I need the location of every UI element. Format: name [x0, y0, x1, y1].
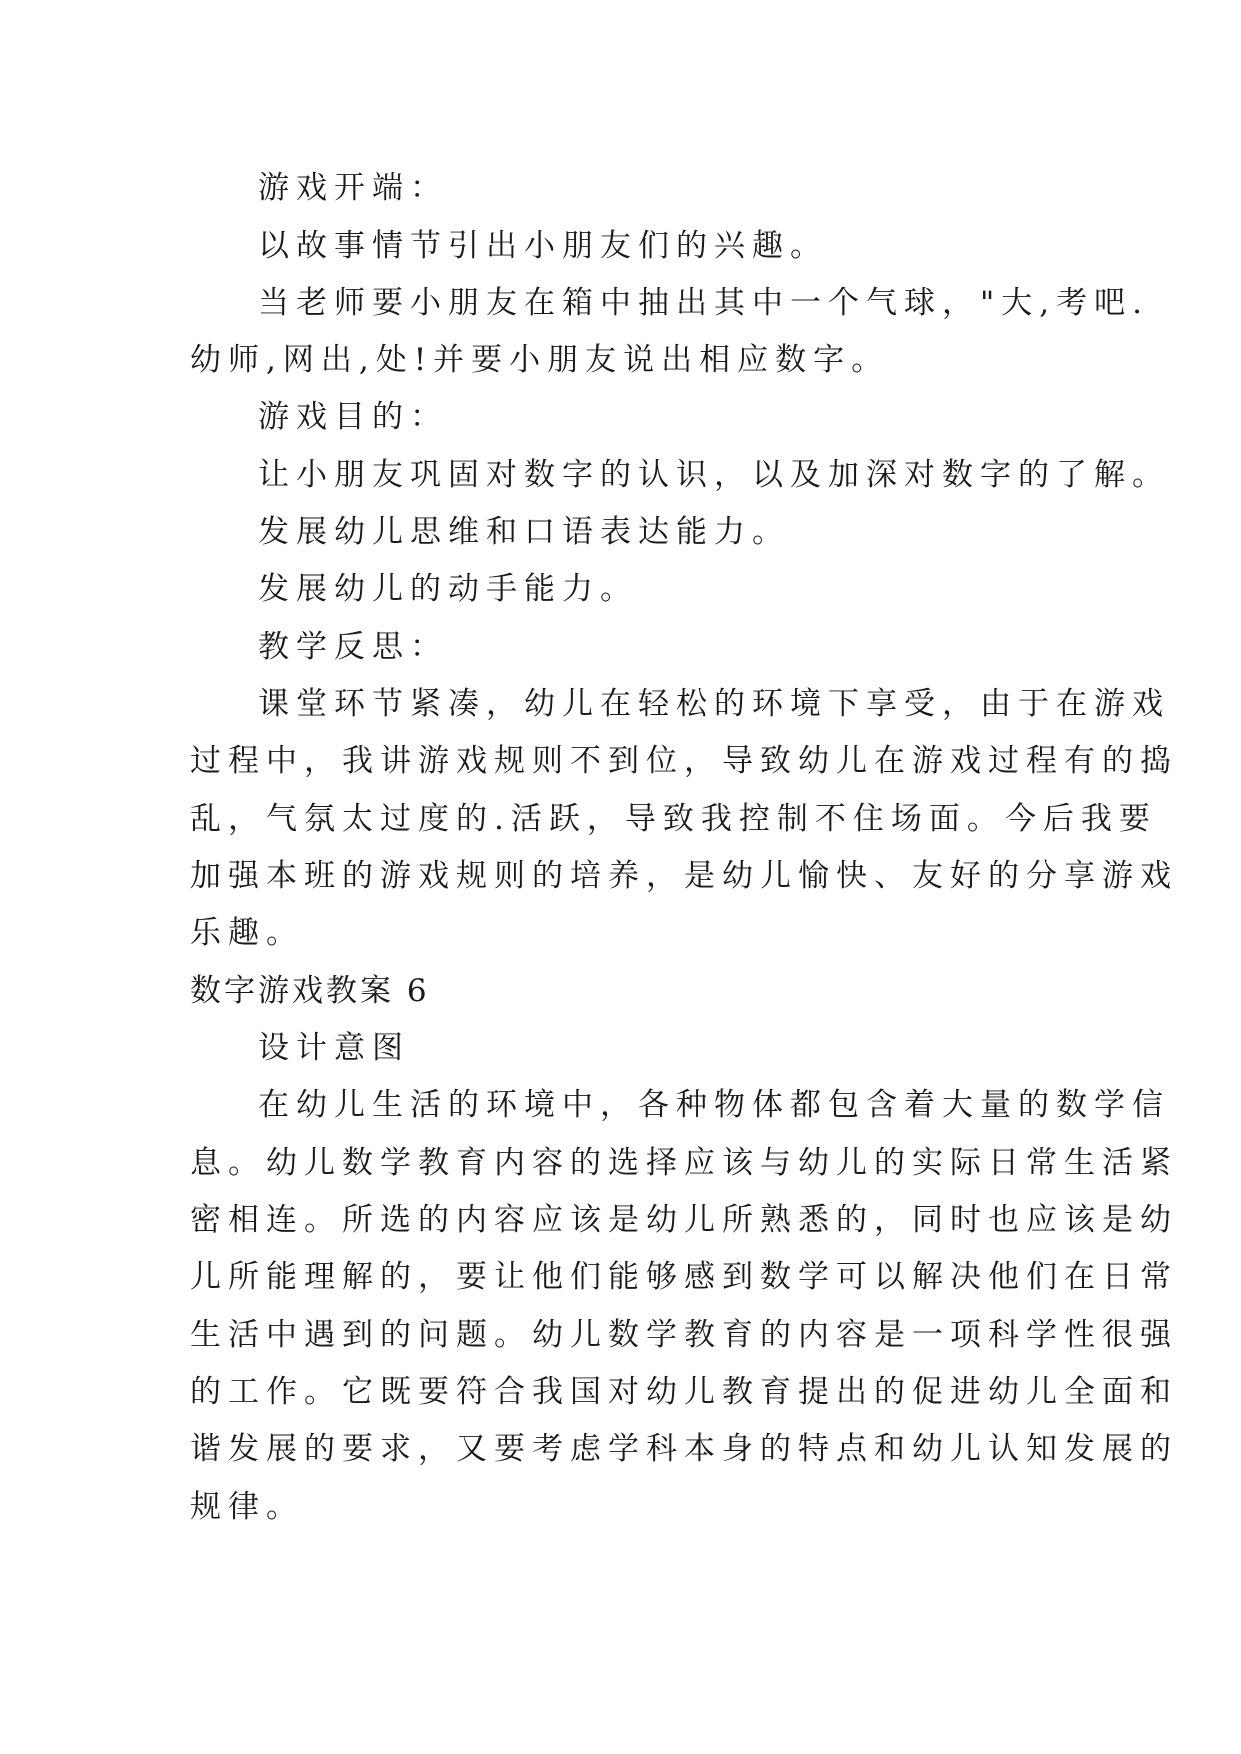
paragraph-line: 以故事情节引出小朋友们的兴趣。: [258, 228, 828, 264]
paragraph-line: 游戏目的：: [258, 399, 448, 435]
paragraph-line: 乐趣。: [190, 915, 304, 951]
paragraph-line: 发展幼儿的动手能力。: [258, 571, 638, 607]
paragraph-line: 教学反思：: [258, 629, 448, 665]
paragraph-line: 设计意图: [258, 1030, 410, 1066]
paragraph-line: 密相连。所选的内容应该是幼儿所熟悉的，同时也应该是幼: [190, 1202, 1178, 1238]
paragraph-line: 乱，气氛太过度的.活跃，导致我控制不住场面。今后我要: [190, 801, 1157, 837]
paragraph-line: 在幼儿生活的环境中，各种物体都包含着大量的数学信: [258, 1087, 1170, 1123]
paragraph-line: 儿所能理解的，要让他们能够感到数学可以解决他们在日常: [190, 1259, 1178, 1295]
paragraph-line: 谐发展的要求，又要考虑学科本身的特点和幼儿认知发展的: [190, 1431, 1178, 1467]
paragraph-line: 游戏开端：: [258, 170, 448, 206]
paragraph-line: 加强本班的游戏规则的培养，是幼儿愉快、友好的分享游戏: [190, 858, 1178, 894]
paragraph-line: 当老师要小朋友在箱中抽出其中一个气球，"大,考吧.: [258, 285, 1149, 321]
paragraph-line: 的工作。它既要符合我国对幼儿教育提出的促进幼儿全面和: [190, 1374, 1178, 1410]
paragraph-line: 让小朋友巩固对数字的认识，以及加深对数字的了解。: [258, 457, 1170, 493]
paragraph-line: 课堂环节紧凑，幼儿在轻松的环境下享受，由于在游戏: [258, 686, 1170, 722]
paragraph-line: 规律。: [190, 1489, 304, 1525]
paragraph-line: 息。幼儿数学教育内容的选择应该与幼儿的实际日常生活紧: [190, 1145, 1178, 1181]
paragraph-line: 幼师,网出,处!并要小朋友说出相应数字。: [190, 342, 890, 378]
paragraph-line: 发展幼儿思维和口语表达能力。: [258, 514, 790, 550]
paragraph-line: 生活中遇到的问题。幼儿数学教育的内容是一项科学性很强: [190, 1317, 1178, 1353]
paragraph-line: 过程中，我讲游戏规则不到位，导致幼儿在游戏过程有的捣: [190, 743, 1178, 779]
section-heading: 数字游戏教案 6: [190, 973, 430, 1009]
